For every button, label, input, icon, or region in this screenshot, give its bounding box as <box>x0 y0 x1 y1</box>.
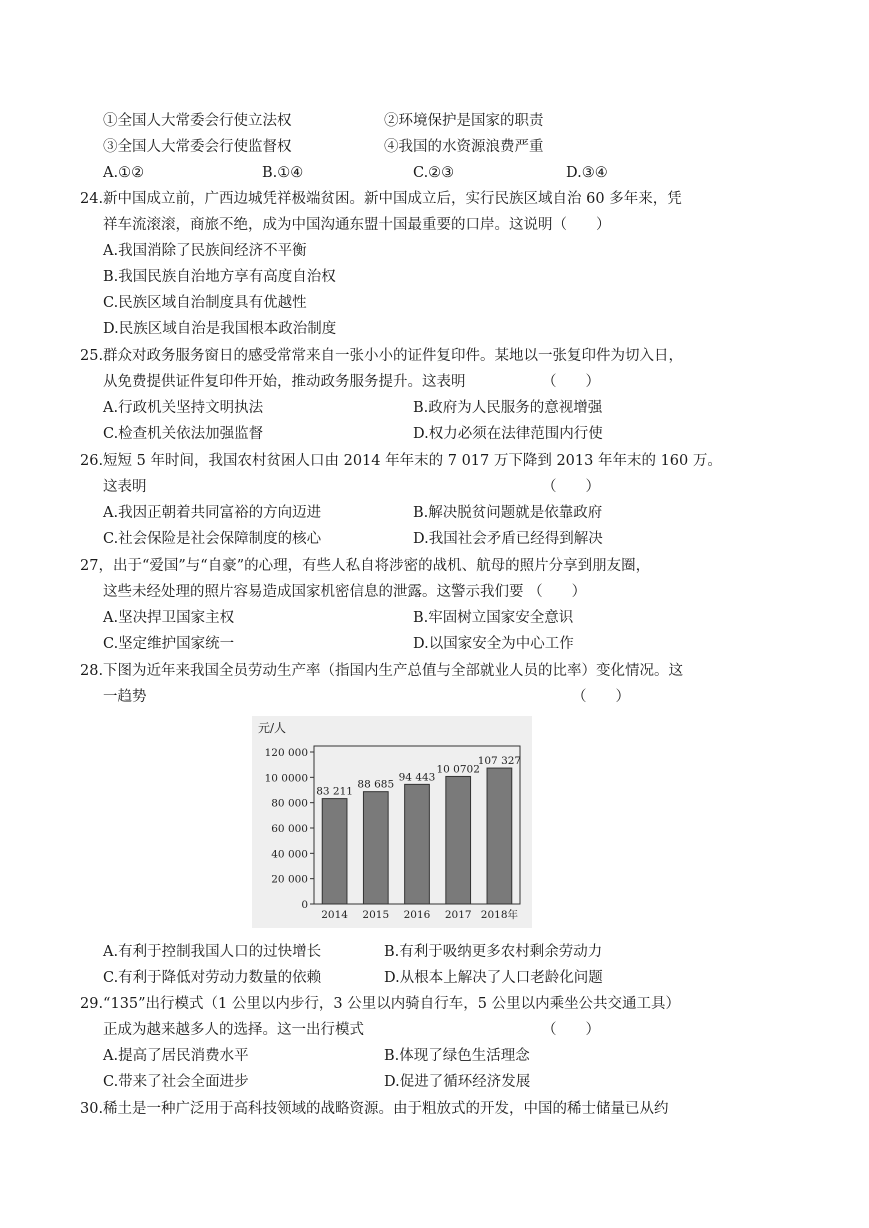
q24-choice-b: B.我国民族自治地方享有高度自治权 <box>103 269 336 285</box>
chart-bar <box>363 792 388 904</box>
chart-y-tick-label: 80 000 <box>271 797 308 810</box>
chart-x-tick-label: 2014 <box>321 909 348 921</box>
q23-option-1: ①全国人大常委会行使立法权 <box>103 113 292 129</box>
q26-stem-line-1: 26.短短 5 年时间，我国农村贫困人口由 2014 年年末的 7 017 万下降到 2013 年年末的 160 万。 <box>80 453 722 469</box>
q28-choice-c: C.有利于降低对劳动力数量的依赖 <box>103 970 322 986</box>
chart-bar-value-label: 83 211 <box>316 785 353 798</box>
q26-answer-bracket: （ ） <box>542 479 600 495</box>
chart-y-tick-label: 0 <box>301 899 308 911</box>
q29-stem-line-2: 正成为越来越多人的选择。这一出行模式 <box>103 1022 364 1038</box>
q28-answer-bracket: （ ） <box>572 689 630 705</box>
q24-choice-c: C.民族区域自治制度具有优越性 <box>103 295 307 311</box>
q28-stem-line-2: 一趋势 <box>103 689 147 705</box>
chart-bar-value-label: 10 0702 <box>436 763 480 776</box>
chart-y-tick-label: 60 000 <box>271 823 308 835</box>
q28-choice-d: D.从根本上解决了人口老龄化问题 <box>384 970 603 986</box>
q27-choice-b: B.牢固树立国家安全意识 <box>413 610 574 626</box>
q24-choice-a: A.我国消除了民族间经济不平衡 <box>103 243 307 259</box>
q27-stem-line-2: 这些未经处理的照片容易造成国家机密信息的泄露。这警示我们要 （ ） <box>103 584 587 600</box>
chart-y-tick-label: 10 0000 <box>264 772 308 785</box>
chart-y-tick-label: 40 000 <box>271 848 308 861</box>
q26-choice-a: A.我因正朝着共同富裕的方向迈进 <box>103 505 322 521</box>
labor-productivity-chart <box>252 716 532 928</box>
q26-stem-line-2: 这表明 <box>103 479 147 495</box>
q23-option-4: ④我国的水资源浪费严重 <box>384 139 544 155</box>
q30-stem-line-1: 30.稀土是一种广泛用于高科技领域的战略资源。由于粗放式的开发，中国的稀士储量已从约 <box>80 1101 669 1117</box>
q27-choice-c: C.坚定维护国家统一 <box>103 636 235 652</box>
q23-choice-a: A.①② <box>103 165 145 181</box>
chart-bar-value-label: 88 685 <box>357 778 395 791</box>
q29-stem-line-1: 29.“135”出行模式（1 公里以内步行，3 公里以内骑自行车，5 公里以内乘坐公共交通工具） <box>80 996 681 1012</box>
q24-choice-d: D.民族区域自治是我国根本政治制度 <box>103 321 337 337</box>
chart-bar <box>322 799 347 904</box>
q27-choice-a: A.坚决捍卫国家主权 <box>103 610 235 626</box>
chart-x-tick-label: 2018年 <box>480 909 519 921</box>
chart-y-tick-label: 120 000 <box>264 747 308 759</box>
q23-option-2: ②环境保护是国家的职责 <box>384 113 544 129</box>
q29-choice-d: D.促进了循环经济发展 <box>384 1074 531 1090</box>
q24-stem-line-2: 祥车流滚滚，商旅不绝，成为中国沟通东盟十国最重要的口岸。这说明（ ） <box>103 217 611 233</box>
chart-bar-value-label: 94 443 <box>398 771 436 784</box>
chart-bar-value-label: 107 327 <box>477 755 522 768</box>
q28-choice-b: B.有利于吸纳更多农村剩余劳动力 <box>384 944 603 960</box>
chart-x-tick-label: 2017 <box>444 909 472 921</box>
q23-choice-b: B.①④ <box>262 165 304 181</box>
q25-choice-c: C.检查机关依法加强监督 <box>103 426 264 442</box>
q26-choice-c: C.社会保险是社会保障制度的核心 <box>103 531 322 547</box>
q25-choice-d: D.权力必须在法律范围内行使 <box>413 426 603 442</box>
q29-choice-a: A.提高了居民消费水平 <box>103 1048 249 1064</box>
q24-stem-line-1: 24.新中国成立前，广西边城凭祥极端贫困。新中国成立后，实行民族区域自治 60 多年来，凭 <box>80 191 682 207</box>
q26-choice-d: D.我国社会矛盾已经得到解决 <box>413 531 603 547</box>
q23-choice-d: D.③④ <box>566 165 608 181</box>
q28-choice-a: A.有利于控制我国人口的过快增长 <box>103 944 322 960</box>
q25-stem-line-2: 从免费提供证件复印件开始，推动政务服务提升。这表明 <box>103 374 466 390</box>
q27-choice-d: D.以国家安全为中心工作 <box>413 636 574 652</box>
chart-bar <box>405 784 430 904</box>
chart-bar <box>446 776 471 904</box>
chart-bar <box>487 768 512 904</box>
chart-x-tick-label: 2015 <box>362 909 390 921</box>
q29-choice-b: B.体现了绿色生活理念 <box>384 1048 530 1064</box>
chart-y-tick-label: 20 000 <box>271 873 308 886</box>
q29-answer-bracket: （ ） <box>542 1022 600 1038</box>
q27-stem-line-1: 27，出于“爱国”与“自豪”的心理，有些人私自将涉密的战机、航母的照片分享到朋友圈， <box>80 558 651 574</box>
q23-option-3: ③全国人大常委会行使监督权 <box>103 139 292 155</box>
chart-y-axis-unit: 元/人 <box>258 721 287 735</box>
q29-choice-c: C.带来了社会全面进步 <box>103 1074 249 1090</box>
q25-choice-a: A.行政机关坚持文明执法 <box>103 400 264 416</box>
q26-choice-b: B.解决脱贫问题就是依靠政府 <box>413 505 603 521</box>
q25-stem-line-1: 25.群众对政务服务窗日的感受常常来自一张小小的证件复印件。某地以一张复印件为切入日， <box>80 348 684 364</box>
q25-answer-bracket: （ ） <box>542 374 600 390</box>
q25-choice-b: B.政府为人民服务的意视增强 <box>413 400 603 416</box>
chart-x-tick-label: 2016 <box>403 909 431 921</box>
q28-stem-line-1: 28.下图为近年来我国全员劳动生产率（指国内生产总值与全部就业人员的比率）变化情况。这 <box>80 663 684 679</box>
q23-choice-c: C.②③ <box>413 165 455 181</box>
